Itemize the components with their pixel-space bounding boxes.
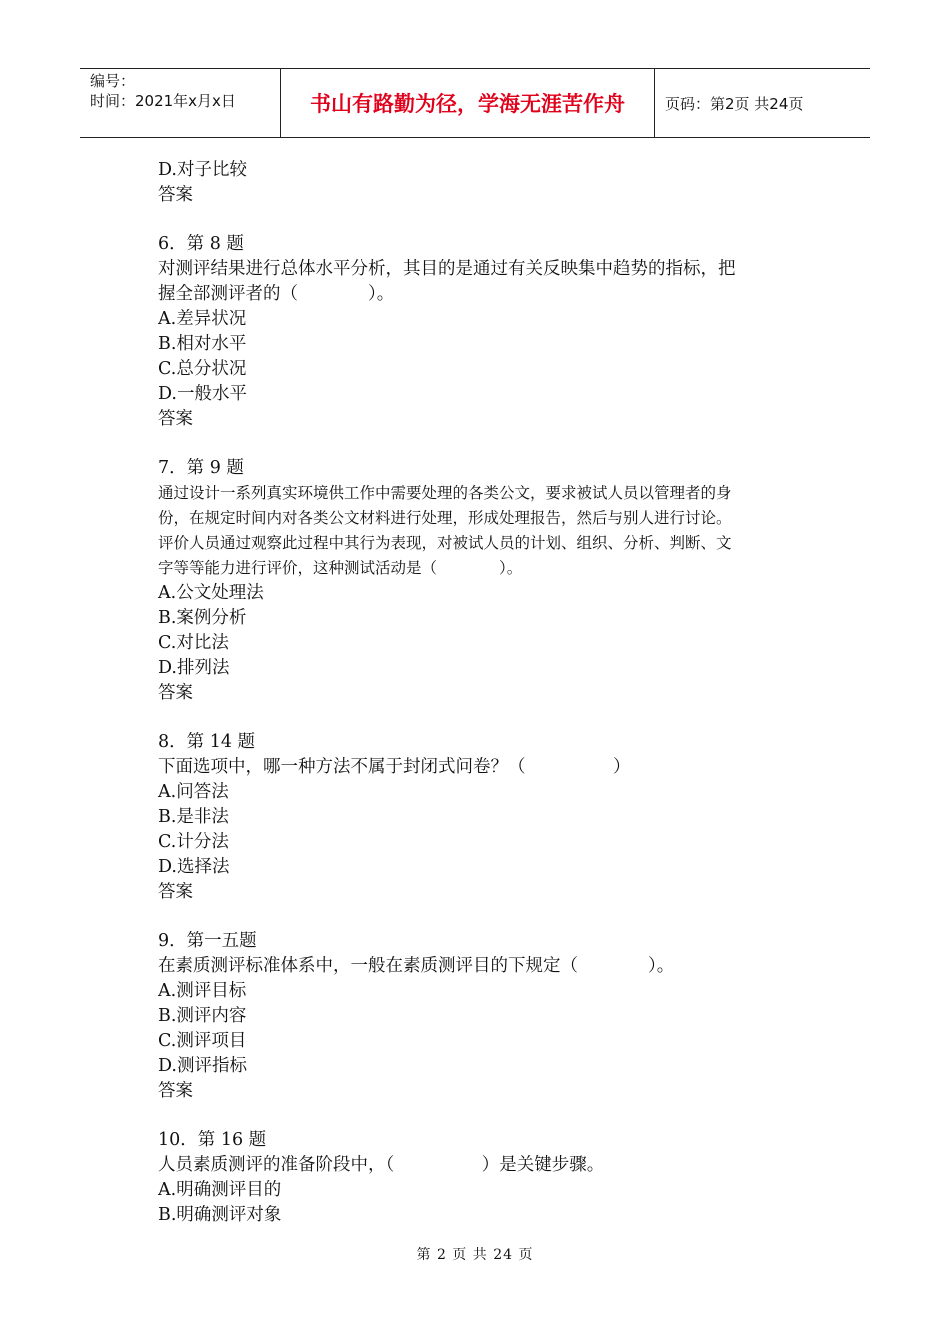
- text-line: 字等等能力进行评价，这种测试活动是（ ）。: [158, 559, 523, 577]
- text-line: 对测评结果进行总体水平分析，其目的是通过有关反映集中趋势的指标，把: [158, 259, 736, 279]
- document-body: [158, 158, 818, 1228]
- paragraph-gap: [158, 706, 818, 730]
- text-line: A.差异状况: [158, 309, 247, 329]
- text-line: A.问答法: [158, 782, 229, 802]
- text-line: 人员素质测评的准备阶段中，（ ）是关键步骤。: [158, 1155, 605, 1175]
- header-page-info: 页码：第2页 共24页: [665, 94, 804, 113]
- page-header: [80, 68, 870, 138]
- text-line: D.选择法: [158, 857, 230, 877]
- text-line: C.对比法: [158, 633, 229, 653]
- paragraph-gap: [158, 432, 818, 456]
- text-line: D.对子比较: [158, 160, 247, 180]
- text-line: B.案例分析: [158, 608, 247, 628]
- text-line: B.是非法: [158, 807, 229, 827]
- text-line: 通过设计一系列真实环境供工作中需要处理的各类公文，要求被试人员以管理者的身: [158, 484, 732, 502]
- paragraph-gap: [158, 905, 818, 929]
- text-line: 7．第 9 题: [158, 458, 244, 478]
- text-line: 8．第 14 题: [158, 732, 256, 752]
- text-line: 10．第 16 题: [158, 1130, 267, 1150]
- text-line: D.排列法: [158, 658, 230, 678]
- text-line: 答案: [158, 683, 193, 703]
- text-line: 答案: [158, 882, 193, 902]
- text-line: C.计分法: [158, 832, 229, 852]
- page-footer: 第 2 页 共 24 页: [416, 1247, 534, 1263]
- text-line: 答案: [158, 1081, 193, 1101]
- text-line: 下面选项中，哪一种方法不属于封闭式问卷？（ ）: [158, 757, 631, 777]
- text-line: B.明确测评对象: [158, 1205, 282, 1225]
- text-line: C.总分状况: [158, 359, 247, 379]
- text-line: 份，在规定时间内对各类公文材料进行处理，形成处理报告，然后与别人进行讨论。: [158, 509, 732, 527]
- text-line: C.测评项目: [158, 1031, 247, 1051]
- text-line: 握全部测评者的（ ）。: [158, 284, 395, 304]
- header-motto: 书山有路勤为径，学海无涯苦作舟: [281, 69, 655, 137]
- text-line: 9．第一五题: [158, 931, 257, 951]
- header-meta: [80, 69, 281, 137]
- text-line: B.测评内容: [158, 1006, 247, 1026]
- document-number-label: 编号：: [90, 72, 136, 90]
- text-line: 6．第 8 题: [158, 234, 244, 254]
- text-line: A.测评目标: [158, 981, 247, 1001]
- text-line: 评价人员通过观察此过程中其行为表现，对被试人员的计划、组织、分析、判断、文: [158, 534, 732, 552]
- text-line: A.明确测评目的: [158, 1180, 282, 1200]
- text-line: B.相对水平: [158, 334, 247, 354]
- text-line: D.一般水平: [158, 384, 247, 404]
- text-line: 答案: [158, 185, 193, 205]
- document-time-label: 时间：2021年x月x日: [90, 92, 236, 110]
- paragraph-gap: [158, 208, 818, 232]
- text-line: D.测评指标: [158, 1056, 247, 1076]
- text-line: 答案: [158, 409, 193, 429]
- paragraph-gap: [158, 1104, 818, 1128]
- text-line: A.公文处理法: [158, 583, 264, 603]
- text-line: 在素质测评标准体系中，一般在素质测评目的下规定（ ）。: [158, 956, 675, 976]
